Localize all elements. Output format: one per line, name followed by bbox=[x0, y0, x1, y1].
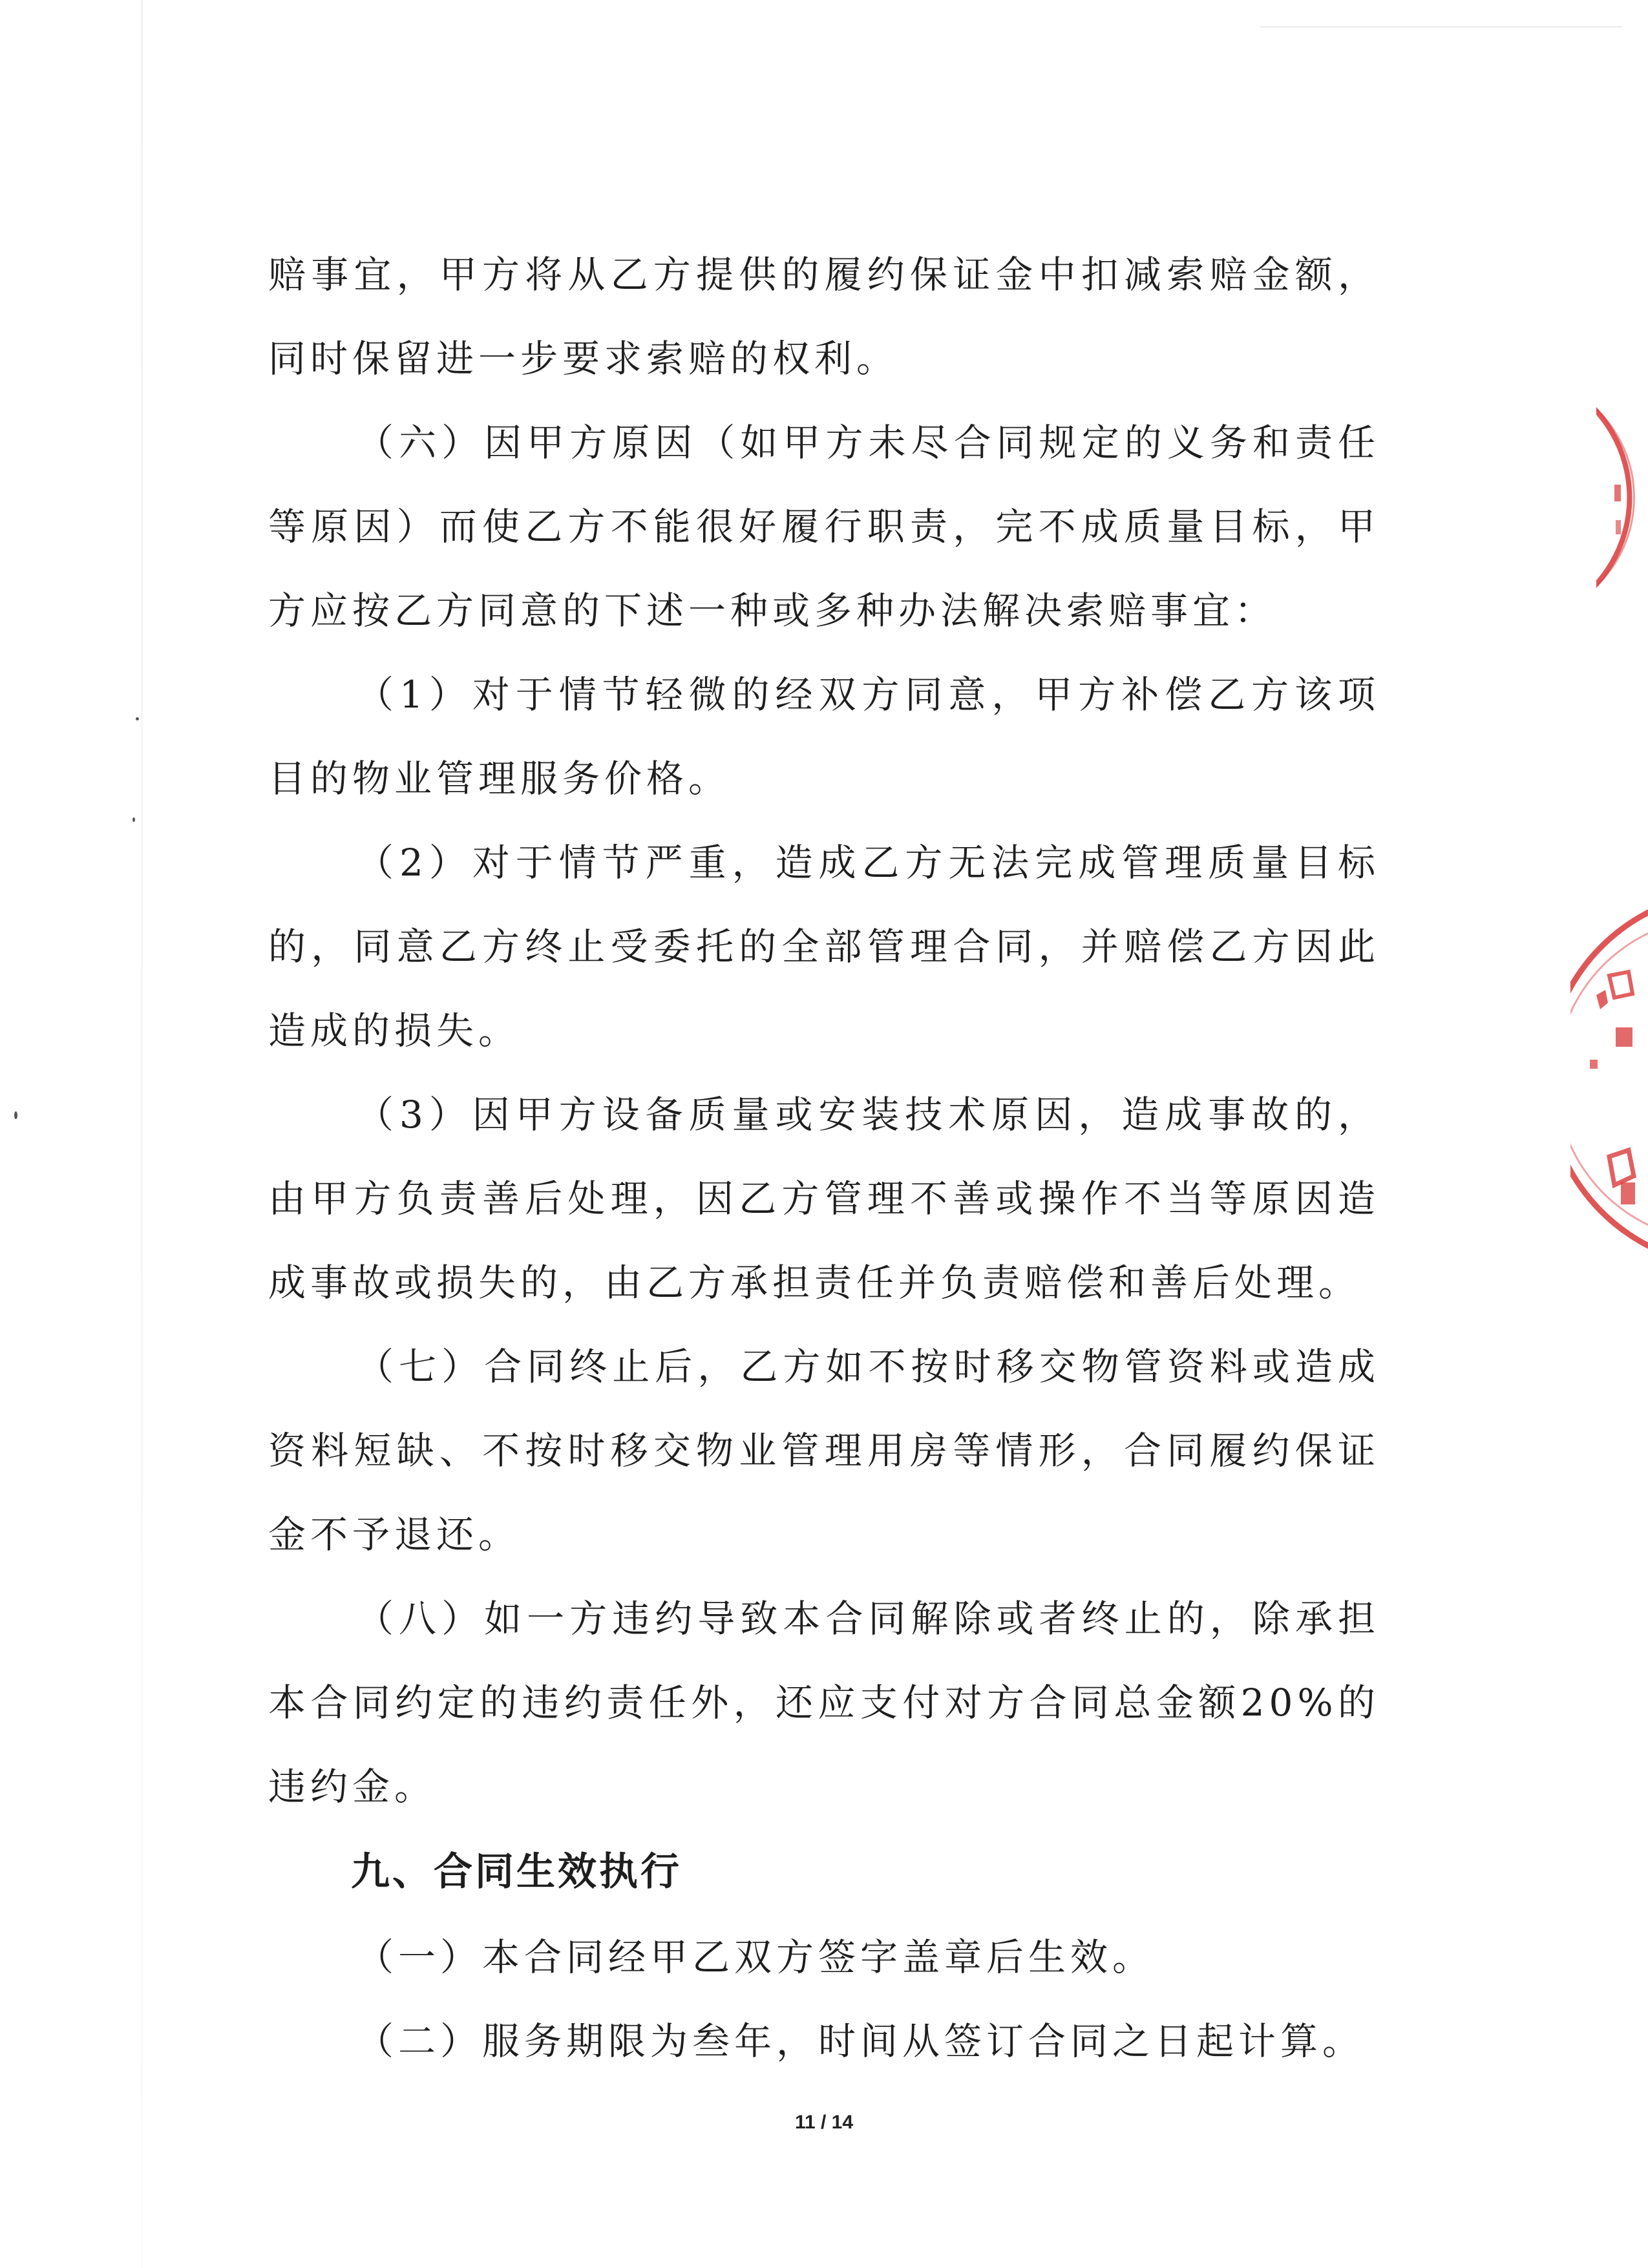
paragraph-clause-8: （八）如一方违约导致本合同解除或者终止的，除承担本合同约定的违约责任外，还应支付对方合同总金额20%的违约金。 bbox=[268, 1597, 1380, 1809]
document-body bbox=[268, 233, 1380, 2083]
section-item-1: （一）本合同经甲乙双方签字盖章后生效。 bbox=[356, 1935, 1155, 1979]
paragraph-claim-continued: 赔事宜，甲方将从乙方提供的履约保证金中扣减索赔金额，同时保留进一步要求索赔的权利。 bbox=[268, 253, 1380, 381]
red-seal-partial-lower bbox=[1570, 898, 1648, 1260]
paragraph-clause-6: （六）因甲方原因（如甲方未尽合同规定的义务和责任等原因）而使乙方不能很好履行职责，完不成质量目标，甲方应按乙方同意的下述一种或多种办法解决索赔事宜： bbox=[268, 421, 1380, 633]
paragraph-clause-7: （七）合同终止后，乙方如不按时移交物管资料或造成资料短缺、不按时移交物业管理用房等情形，合同履约保证金不予退还。 bbox=[268, 1345, 1380, 1557]
scan-speck bbox=[136, 717, 139, 720]
section-item-2: （二）服务期限为叁年，时间从签订合同之日起计算。 bbox=[356, 2019, 1365, 2063]
scan-edge-top bbox=[1260, 26, 1622, 28]
paragraph-item-2: （2）对于情节严重，造成乙方无法完成管理质量目标的，同意乙方终止受委托的全部管理合同，并赔偿乙方因此造成的损失。 bbox=[268, 841, 1380, 1053]
page-number: 11 / 14 bbox=[794, 2112, 854, 2133]
section-heading-effectiveness: 九、合同生效执行 bbox=[351, 1849, 682, 1895]
paragraph-item-1: （1）对于情节轻微的经双方同意，甲方补偿乙方该项目的物业管理服务价格。 bbox=[268, 673, 1380, 801]
scan-edge-shadow bbox=[141, 0, 143, 2268]
scan-speck bbox=[132, 817, 135, 822]
paragraph-item-3: （3）因甲方设备质量或安装技术原因，造成事故的，由甲方负责善后处理，因乙方管理不善或操作不当等原因造成事故或损失的，由乙方承担责任并负责赔偿和善后处理。 bbox=[268, 1093, 1380, 1305]
scan-speck bbox=[14, 1111, 17, 1119]
red-seal-partial-upper bbox=[1596, 388, 1648, 607]
